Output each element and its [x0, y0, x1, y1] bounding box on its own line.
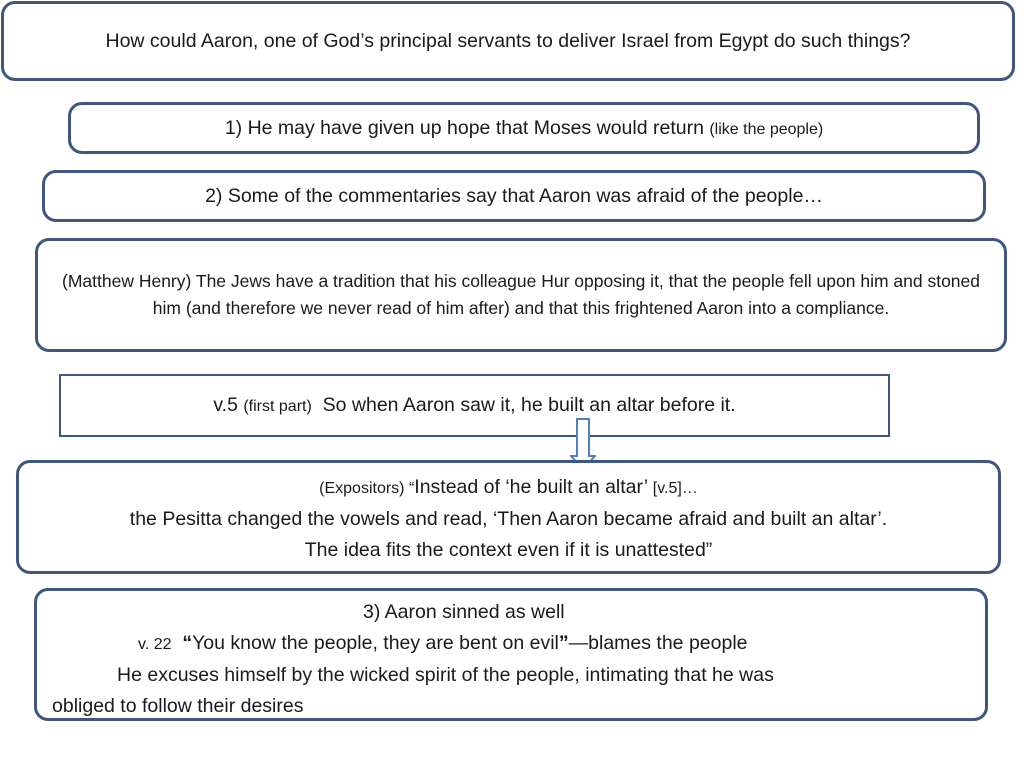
sinned-ref: v. 22 [138, 636, 172, 653]
sinned-blame: —blames the people [568, 632, 748, 654]
sinned-quote-open: “ [182, 632, 193, 654]
sinned-heading: 3) Aaron sinned as well [363, 601, 565, 623]
reason-2-text: 2) Some of the commentaries say that Aaron was afraid of the people… [205, 184, 823, 207]
sinned-quote: You know the people, they are bent on evil [192, 632, 559, 654]
expositors-line-3: The idea fits the context even if it is unattested” [304, 539, 713, 561]
sinned-excuse-line-2: obliged to follow their desires [52, 695, 304, 717]
question-text: How could Aaron, one of God’s principal servants to deliver Israel from Egypt do such things? [105, 29, 911, 52]
reason-1-aside: (like the people) [709, 120, 824, 138]
sinned-quote-close: ” [558, 632, 569, 654]
reason-1-text [225, 117, 823, 140]
expositors-source: (Expositors) “ [319, 480, 415, 497]
expositors-line-2: the Pesitta changed the vowels and read, ‘Then Aaron became afraid and built an altar’. [129, 508, 888, 530]
question-box [1, 1, 1015, 81]
aaron-sinned-box [34, 588, 988, 721]
expositors-quote-start: Instead of ‘he built an altar’ [414, 476, 648, 498]
expositors-ref: [v.5]… [652, 480, 698, 497]
verse-part: (first part) [243, 398, 312, 415]
verse-box [59, 374, 890, 437]
verse-ref: v.5 [213, 394, 238, 416]
verse-line [213, 394, 735, 417]
sinned-verse-line [37, 628, 985, 660]
matthew-henry-text: (Matthew Henry) The Jews have a tradition that his colleague Hur opposing it, that the people fell upon him and stoned him (and therefore we never read of him after) and that this frightened Aaron into a compliance. [62, 271, 980, 318]
verse-text: So when Aaron saw it, he built an altar before it. [322, 394, 736, 416]
matthew-henry-box [35, 238, 1007, 352]
reason-1-main: 1) He may have given up hope that Moses would return [224, 116, 704, 139]
expositors-box [16, 460, 1001, 574]
sinned-excuse-line-1: He excuses himself by the wicked spirit of the people, intimating that he was [117, 664, 774, 686]
reason-1-box [68, 102, 980, 154]
reason-2-box [42, 170, 986, 222]
expositors-line-1 [19, 472, 998, 504]
